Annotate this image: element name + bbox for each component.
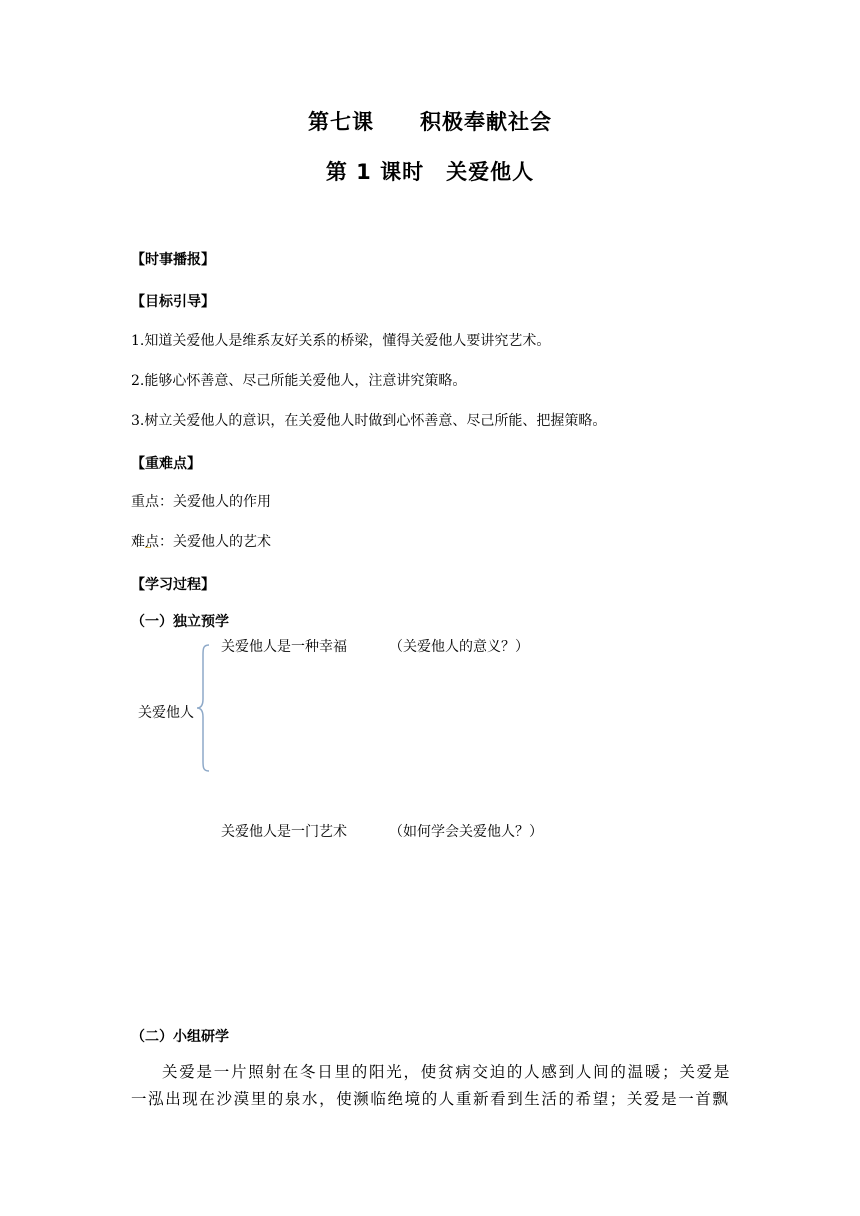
branch-1-label: 关爱他人是一种幸福 [221,639,347,655]
branch-2-hint: （如何学会关爱他人？） [389,824,543,840]
goal-item-3: 3.树立关爱他人的意识，在关爱他人时做到心怀善意、尽己所能、把握策略。 [131,413,607,429]
edit-mark [145,543,151,548]
news-heading: 【时事播报】 [131,252,215,268]
curly-brace-icon [196,643,212,773]
lesson-number: 第七课 [308,110,374,134]
lesson-name: 积极奉献社会 [420,110,552,134]
lesson-title [0,106,860,136]
key-points-heading: 【重难点】 [131,456,201,472]
process-heading: 【学习过程】 [131,577,215,593]
group-study-paragraph: 关爱是一片照射在冬日里的阳光，使贫病交迫的人感到人间的温暖；关爱是一泓出现在沙漠里的泉水，使濒临绝境的人重新看到生活的希望；关爱是一首飘 [131,1063,731,1108]
branch-2-label: 关爱他人是一门艺术 [221,824,347,840]
self-study-heading: （一）独立预学 [131,614,229,630]
goal-item-1: 1.知道关爱他人是维系友好关系的桥梁，懂得关爱他人要讲究艺术。 [131,333,551,349]
group-study-heading: （二）小组研学 [131,1029,229,1045]
period-number: 第 1 课时 [325,160,425,184]
key-point: 重点：关爱他人的作用 [131,494,271,510]
period-name: 关爱他人 [446,160,535,184]
difficult-point: 难点：关爱他人的艺术 [131,534,271,550]
goals-heading: 【目标引导】 [131,294,215,310]
goal-item-2: 2.能够心怀善意、尽己所能关爱他人，注意讲究策略。 [131,373,467,389]
period-title [0,156,860,186]
mindmap-root: 关爱他人 [138,705,194,721]
branch-1-hint: （关爱他人的意义？） [389,639,529,655]
